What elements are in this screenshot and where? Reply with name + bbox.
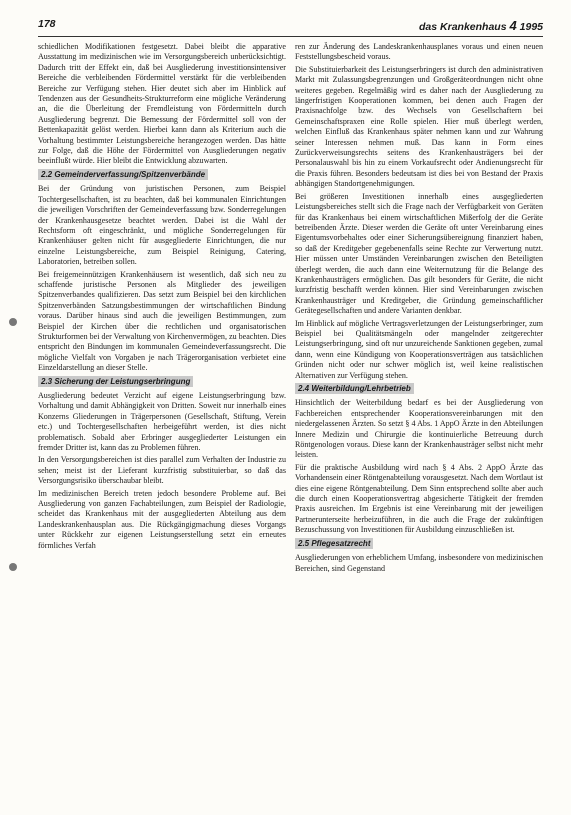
right-column	[295, 42, 543, 809]
journal-name: das Krankenhaus	[419, 21, 507, 33]
paragraph: Bei größeren Investitionen innerhalb eines ausgegliederten Leistungsbereiches stellt sich die Frage nach der Verfügbarkeit von Geräten für das Krankenhaus bei einem wirtschaftlichen Mißerfolg der die Geräte betreibenden Ärzte. Dieser werden die Geräte oft unter Vereinbarung eines Eigentumsvorbehaltes oder einer Sicherungsübereignung finanziert haben, so daß der Kreditgeber gegebenenfalls seine Rechte zur Verwertung nutzt. Hier müssen unter Umständen Vereinbarungen zwischen den Beteiligten überlegt werden, die auch dann eine Weiternutzung für die Belange des Krankenhausträgers ermöglichen. Das gilt besonders für Geräte, die nicht kurzfristig beschafft werden können. Hier sind Vereinbarungen zwischen Krankenhausträger und Kreditgeber, die Gründung gemeinschaftlicher Gerätegesellschaften und andere Varianten denkbar.	[295, 191, 543, 316]
section-heading: 2.3 Sicherung der Leistungserbringung	[38, 377, 286, 387]
paragraph: Ausgliederungen von erheblichem Umfang, insbesondere von medizinischen Bereichen, sind Gegenstand	[295, 553, 543, 573]
section-heading: 2.5 Pflegesatzrecht	[295, 539, 543, 549]
paragraph: In den Versorgungsbereichen ist dies parallel zum Verhalten der Industrie zu sehen; meist ist der Lieferant kurzfristig substituierbar, so daß das Versorgungsrisiko überschaubar bleibt.	[38, 455, 286, 486]
punch-hole-mark	[9, 318, 17, 326]
left-column	[38, 42, 286, 809]
paragraph: Im Hinblick auf mögliche Vertragsverletzungen der Leistungserbringer, zum Beispiel bei Qualitätsmängeln oder mangelnder zeitgerechter Leistungserbringung, sind oft nur unzureichende Sanktionen gegeben, zumal dann, wenn eine Kündigung von Kooperationsverträgen aus tatsächlichen Gründen nicht oder nur schwer möglich ist, weil keine realistischen Alternativen zur Verfügung stehen.	[295, 318, 543, 380]
header-rule	[38, 36, 543, 37]
paragraph: Im medizinischen Bereich treten jedoch besondere Probleme auf. Bei Ausgliederung von ganzen Fachabteilungen, zum Beispiel der Radiologie, scheidet das Krankenhaus mit der ausgegliederten Abteilung aus dem Landeskrankenhausplan aus. Die Rückgängigmachung dieses Vorgangs unter Rückkehr zur eigenen Leistungserstellung setzt ein erneutes förmliches Verfah	[38, 488, 286, 550]
paragraph: schiedlichen Modifikationen festgesetzt. Dabei bleibt die apparative Ausstattung im medizinischen wie im Versorgungsbereich unberücksichtigt. Dadurch tritt der Effekt ein, daß bei Ausgliederung investitionsintensiver Bereiche die verbleibenden Fördermittel verstärkt für die verbleibenden Bereiche zur Verfügung stehen. Hier deutet sich aber im Hinblick auf Tendenzen aus der Gesundheits-Strukturreform eine mögliche Veränderung an, die die Überleitung der Fremdleistung von Fördermitteln durch Ausgliederung begrenzt. Die Bemessung der Fördermittel soll von der Bettenkapazität gelöst werden. Hierbei kann dann als Kriterium auch die Vorhaltung bestimmter Leistungsbereiche herangezogen werden. Das hätte zur Folge, daß die Höhe der Fördermittel von Ausgliederungen negativ beeinflußt würde. Hier bleibt die Entwicklung abzuwarten.	[38, 42, 286, 166]
page-header	[38, 18, 543, 34]
paragraph: ren zur Änderung des Landeskrankenhausplanes voraus und einen neuen Feststellungsbescheid voraus.	[295, 42, 543, 62]
issue-year: 1995	[519, 21, 543, 33]
paragraph: Bei der Gründung von juristischen Personen, zum Beispiel Tochtergesellschaften, ist zu beachten, daß bei kommunalen Einrichtungen die jeweiligen Vorschriften der Gemeindeverfassung bzw. Sonderregelungen der Krankenhausgesetze beachtet werden. Dabei ist die Wahl der Rechtsform oft eingeschränkt, und mögliche Sonderregelungen für Krankenhäuser gelten nicht für ausgegliederte Einrichtungen, die nur einzelne Leistungsbereiche, zum Beispiel Reinigung, Catering, Laboratorien, betreiben sollen.	[38, 184, 286, 267]
paragraph: Die Substituierbarkeit des Leistungserbringers ist durch den administrativen Markt mit Zulassungsbegrenzungen und Großgeräteordnungen nicht ohne weiteres gegeben. Regelmäßig wird es daher nach der Ausgliederung zu längerfristigen Kooperationen kommen, bei denen auch Fragen der Praxisnachfolge bzw. des Wechsels von Gesellschaftern bei Gemeinschaftspraxen eine Rolle spielen. Hier muß überlegt werden, welchen Einfluß das Krankenhaus später nehmen kann und zur Wahrung seiner Interessen nehmen muß. Das kann in Form eines Zurückverweisungsrechts seitens des Krankenhausträgers bei der Personalauswahl bis hin zu einem Vorkaufsrecht oder Andienungsrecht für die Praxis führen. Besonders bedeutsam ist dies bei von Bestand der Praxis abhängigen Standortgenehmigungen.	[295, 64, 543, 189]
journal-title	[419, 18, 543, 33]
punch-hole-mark	[9, 563, 17, 571]
paragraph: Bei freigemeinnützigen Krankenhäusern ist wesentlich, daß sich neu zu schaffende juristische Personen als Mitglieder des jeweiligen Spitzenverbandes qualifizieren. Das setzt zum Beispiel bei den kirchlichen Spitzenverbänden Satzungsbestimmungen der wirtschaftlichen Bindung voraus. Darüber hinaus sind auch die jeweiligen Bestimmungen, zum Beispiel der Kirchen über die rechtlichen und organisatorischen Strukturformen bei der Verwaltung von Kirchenvermögen, zu beachten. Dies entspricht den Bindungen im kommunalen Gemeindeverfassungsrecht. Die mögliche Vielfalt von Vorgaben je nach Trägerorganisation verbietet eine Einzeldarstellung an dieser Stelle.	[38, 269, 286, 373]
paragraph: Ausgliederung bedeutet Verzicht auf eigene Leistungserbringung bzw. Vorhaltung und damit Abhängigkeit von Dritten. Soweit nur innerhalb eines Konzerns Gliederungen in Trägerpersonen (Gesellschaft, Stiftung, Verein etc.) und Tochtergesellschaften herbeigeführt werden, ist dies nicht problematisch. Sobald aber Erbringer ausgegliederter Leistungen ein fremder Dritter ist, kann das zu Problemen führen.	[38, 391, 286, 453]
section-heading: 2.2 Gemeinderverfassung/Spitzenverbände	[38, 170, 286, 180]
paragraph: Für die praktische Ausbildung wird nach § 4 Abs. 2 AppO Ärzte das Vorhandensein einer Röntgenabteilung vorausgesetzt. Nach dem Wortlaut ist dies eine eigene Röntgenabteilung. Dem Sinn entsprechend sollte aber auch die durch einen Kooperationsvertrag abgesicherte Tätigkeit der fremden Praxis ausreichen. Im Ergebnis ist eine Vereinbarung mit der jeweiligen Partnerunterseite herbeizuführen, in die auch die Frage der zukünftigen Bezuschussung von Investitionen für Ausbildung einzuschließen ist.	[295, 462, 543, 535]
paragraph: Hinsichtlich der Weiterbildung bedarf es bei der Ausgliederung von Fachbereichen entsprechender Kooperationsvereinbarungen mit den niedergelassenen Ärzten. So setzt § 4 Abs. 1 AppO Ärzte in den Abteilungen Innere Medizin und Chirurgie die kontinuierliche Betreuung durch Röntgenologen voraus. Diese kann der Krankenhausträger selbst nicht mehr leisten.	[295, 398, 543, 460]
page-number: 178	[38, 18, 56, 30]
section-heading: 2.4 Weiterbildung/Lehrbetrieb	[295, 384, 543, 394]
issue-number: 4	[509, 18, 517, 33]
